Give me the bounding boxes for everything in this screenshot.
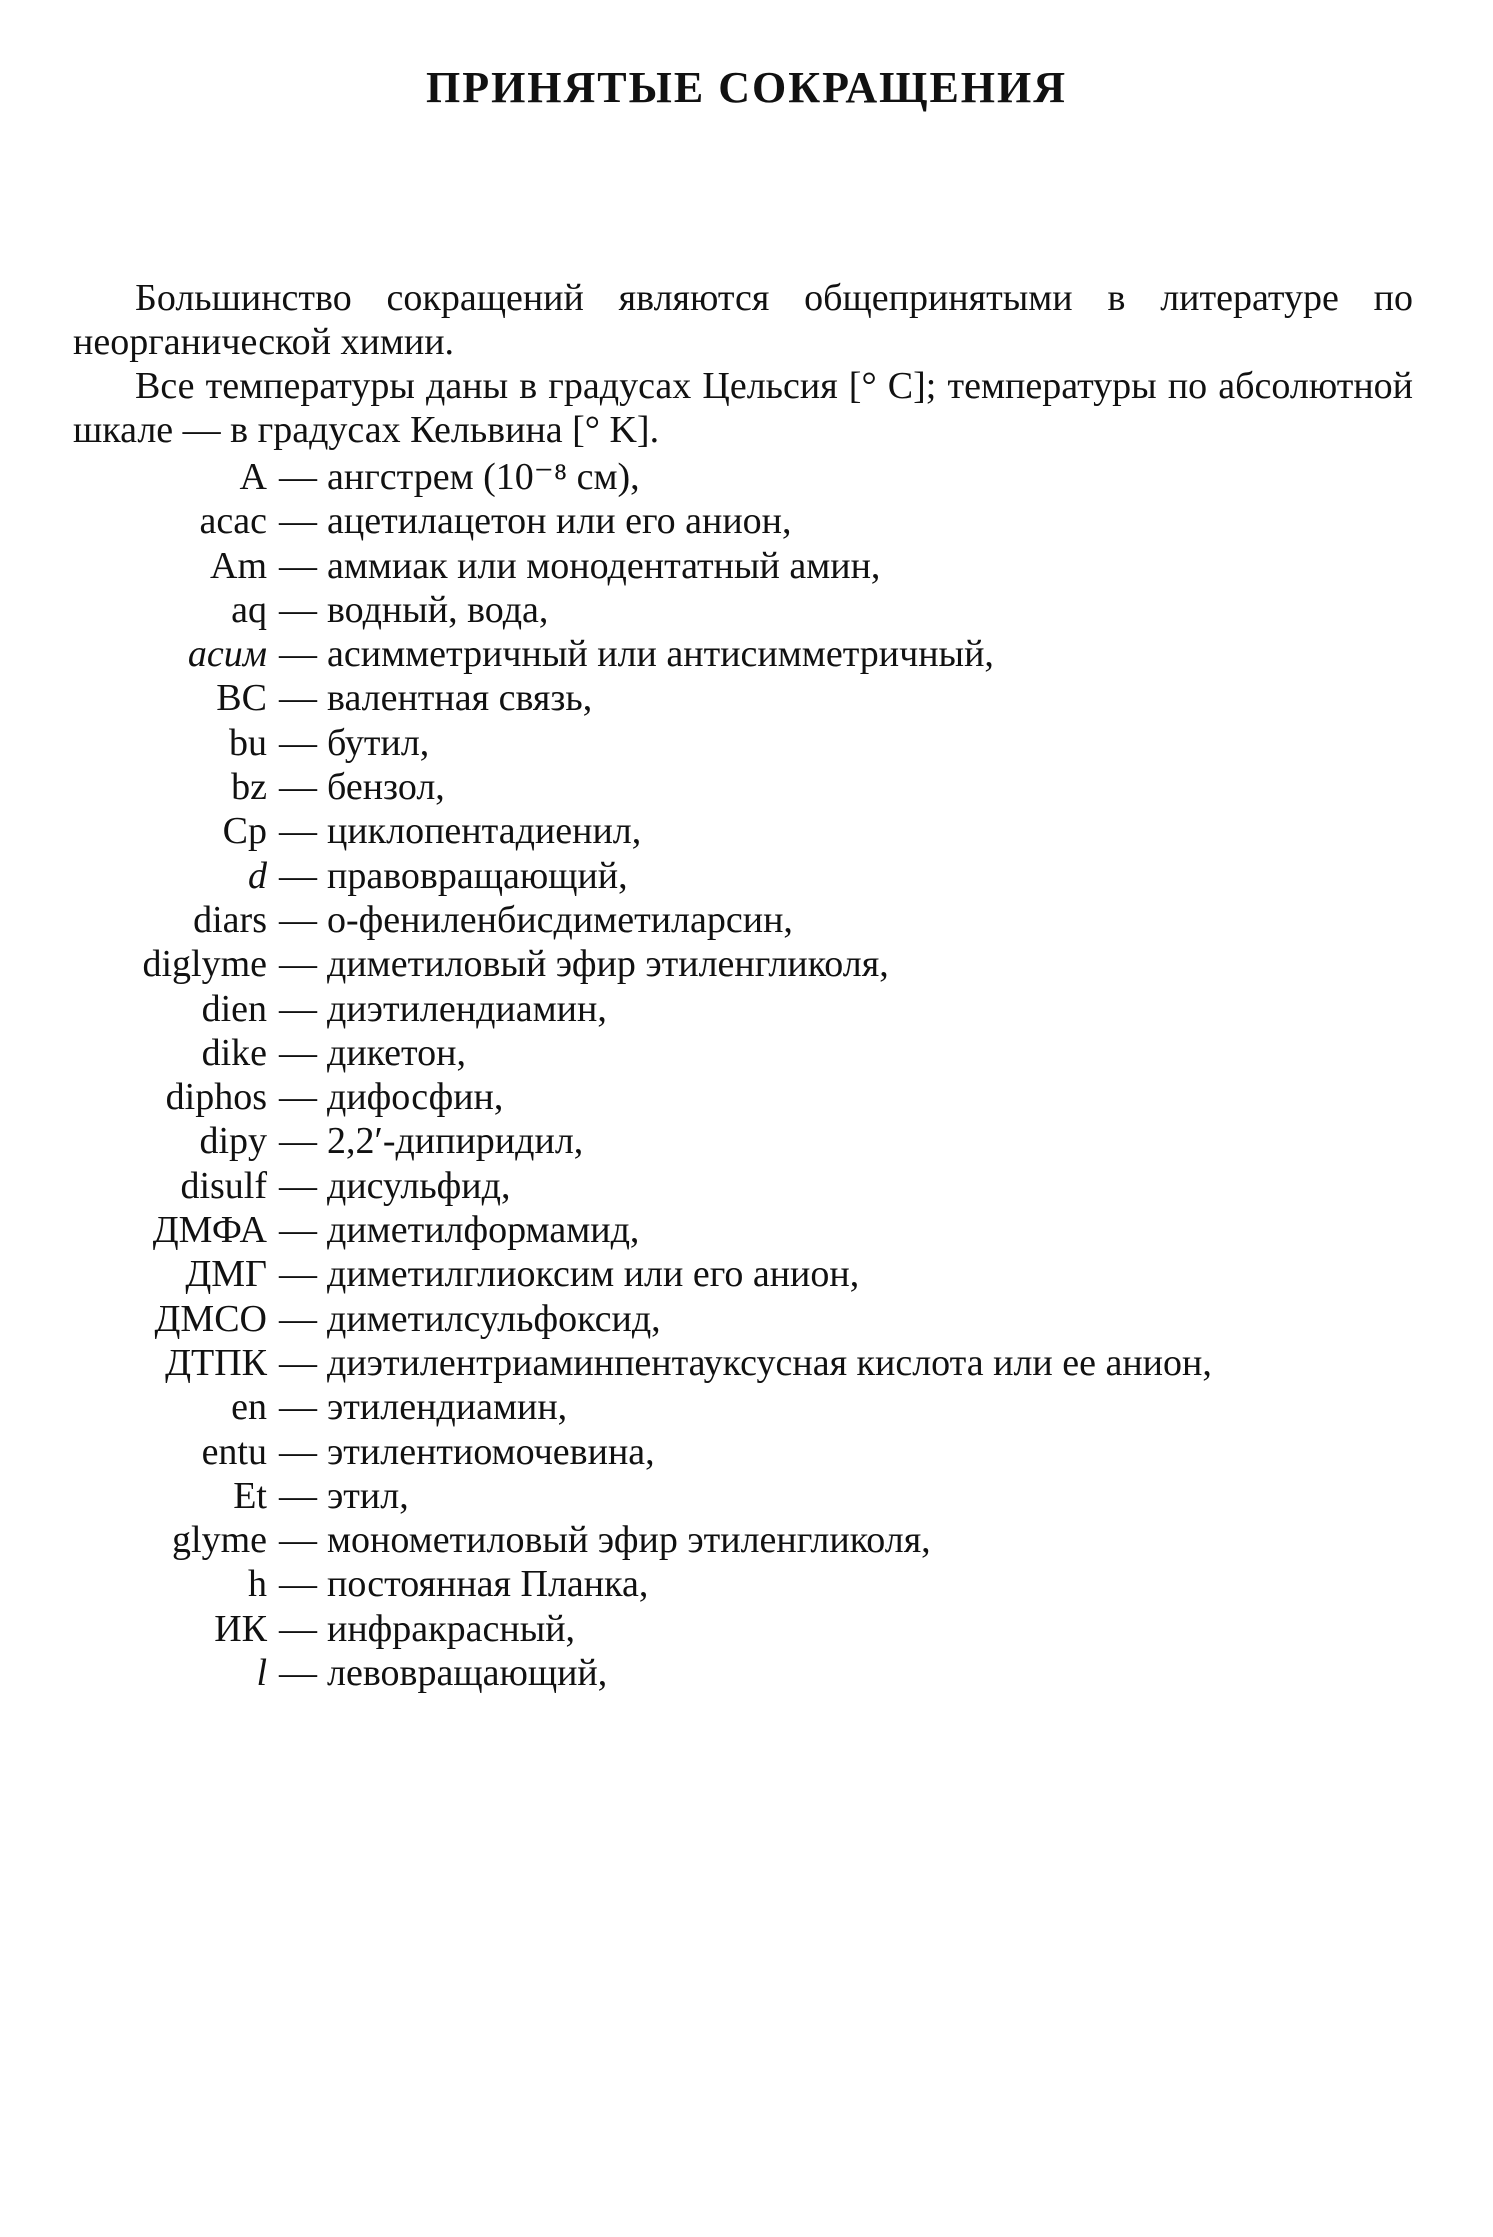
abbreviation-row xyxy=(0,1474,1493,1518)
abbreviation-dash: — xyxy=(279,1297,317,1340)
abbreviation-definition: постоянная Планка, xyxy=(327,1563,649,1606)
abbreviation-term: ДМФА xyxy=(152,1209,267,1252)
abbreviation-definition: монометиловый эфир этиленгликоля, xyxy=(327,1519,931,1562)
abbreviation-dash: — xyxy=(279,456,317,498)
abbreviation-definition: циклопентадиенил, xyxy=(327,810,642,853)
abbreviation-definition: дифосфин, xyxy=(327,1076,504,1119)
abbreviation-dash: — xyxy=(279,1386,317,1429)
abbreviation-definition: этилендиамин, xyxy=(327,1386,568,1429)
abbreviation-row xyxy=(0,544,1493,588)
abbreviation-definition: ангстрем (10⁻⁸ см), xyxy=(327,456,640,498)
intro-paragraph-2: Все температуры даны в градусах Цельсия [° C]; температуры по абсолютной шкале — в градусах Кельвина [° K]. xyxy=(73,365,1413,451)
abbreviation-term: ДМГ xyxy=(185,1253,267,1296)
abbreviation-definition: правовращающий, xyxy=(327,854,628,897)
abbreviation-definition: валентная связь, xyxy=(327,677,593,720)
abbreviation-dash: — xyxy=(279,633,317,676)
abbreviation-term: d xyxy=(248,854,267,897)
abbreviation-row xyxy=(0,676,1493,720)
abbreviation-definition: диметилсульфоксид, xyxy=(327,1297,661,1340)
abbreviation-row xyxy=(0,1075,1493,1119)
abbreviation-row xyxy=(0,1031,1493,1075)
abbreviation-dash: — xyxy=(279,1519,317,1562)
abbreviation-row xyxy=(0,942,1493,986)
abbreviation-definition: диэтилендиамин, xyxy=(327,987,607,1030)
abbreviation-dash: — xyxy=(279,1253,317,1296)
abbreviation-term: bz xyxy=(231,766,267,809)
abbreviation-definition: дикетон, xyxy=(327,1031,466,1074)
abbreviation-dash: — xyxy=(279,898,317,941)
abbreviation-term: h xyxy=(248,1563,267,1606)
abbreviation-dash: — xyxy=(279,677,317,720)
abbreviation-row xyxy=(0,1651,1493,1695)
abbreviation-definition: диметилглиоксим или его анион, xyxy=(327,1253,860,1296)
abbreviation-row xyxy=(0,1252,1493,1296)
abbreviation-definition: асимметричный или антисимметричный, xyxy=(327,633,994,676)
abbreviation-definition: левовращающий, xyxy=(327,1652,608,1695)
abbreviation-term: bu xyxy=(229,721,267,764)
abbreviation-dash: — xyxy=(279,987,317,1030)
abbreviation-dash: — xyxy=(279,1652,317,1695)
abbreviation-dash: — xyxy=(279,854,317,897)
abbreviation-dash: — xyxy=(279,1120,317,1163)
abbreviation-term: glyme xyxy=(172,1519,267,1562)
abbreviation-definition: о-фениленбисдиметиларсин, xyxy=(327,898,793,941)
abbreviation-row xyxy=(0,499,1493,543)
abbreviation-dash: — xyxy=(279,766,317,809)
abbreviation-term: ИК xyxy=(214,1607,267,1650)
abbreviation-term: dipy xyxy=(199,1120,267,1163)
abbreviation-term: Cp xyxy=(222,810,267,853)
abbreviation-term: disulf xyxy=(180,1164,267,1207)
abbreviation-dash: — xyxy=(279,1341,317,1384)
abbreviation-definition: бутил, xyxy=(327,721,430,764)
abbreviation-dash: — xyxy=(279,500,317,543)
abbreviation-row xyxy=(0,632,1493,676)
abbreviation-dash: — xyxy=(279,1031,317,1074)
abbreviation-term: diglyme xyxy=(142,943,267,986)
abbreviation-row xyxy=(0,1430,1493,1474)
abbreviation-term: Am xyxy=(210,544,267,587)
abbreviation-term: A xyxy=(239,456,267,498)
abbreviation-row xyxy=(0,765,1493,809)
abbreviation-row xyxy=(0,721,1493,765)
abbreviation-row xyxy=(0,1518,1493,1562)
abbreviation-definition: ацетилацетон или его анион, xyxy=(327,500,792,543)
abbreviation-term: diphos xyxy=(165,1076,267,1119)
abbreviation-term: en xyxy=(231,1386,267,1429)
abbreviation-dash: — xyxy=(279,1563,317,1606)
abbreviation-term: dike xyxy=(201,1031,267,1074)
abbreviation-row xyxy=(0,588,1493,632)
abbreviation-definition: этил, xyxy=(327,1474,409,1517)
abbreviation-definition: диэтилентриаминпентауксусная кислота или ее анион, xyxy=(327,1341,1212,1384)
abbreviation-term: aq xyxy=(231,588,267,631)
page-title: ПРИНЯТЫЕ СОКРАЩЕНИЯ xyxy=(425,63,1068,112)
intro-paragraph-1: Большинство сокращений являются общепринятыми в литературе по неорганической химии. xyxy=(73,277,1413,363)
abbreviation-dash: — xyxy=(279,1209,317,1252)
abbreviation-dash: — xyxy=(279,1607,317,1650)
abbreviation-dash: — xyxy=(279,1164,317,1207)
abbreviation-definition: аммиак или монодентатный амин, xyxy=(327,544,881,587)
abbreviation-dash: — xyxy=(279,544,317,587)
abbreviation-row xyxy=(0,987,1493,1031)
abbreviation-dash: — xyxy=(279,943,317,986)
abbreviation-definition: дисульфид, xyxy=(327,1164,511,1207)
abbreviation-term: Et xyxy=(233,1474,267,1517)
abbreviation-definition: этилентиомочевина, xyxy=(327,1430,655,1473)
abbreviation-term: acac xyxy=(199,500,267,543)
abbreviation-row xyxy=(0,898,1493,942)
abbreviation-term: ВС xyxy=(216,677,267,720)
abbreviation-row xyxy=(0,1119,1493,1163)
abbreviation-row xyxy=(0,455,1493,499)
abbreviation-dash: — xyxy=(279,1430,317,1473)
abbreviation-row xyxy=(0,1164,1493,1208)
abbreviation-definition: диметилформамид, xyxy=(327,1209,640,1252)
abbreviation-term: ДМСО xyxy=(154,1297,267,1340)
abbreviation-definition: 2,2′-дипиридил, xyxy=(327,1120,584,1163)
abbreviation-dash: — xyxy=(279,1076,317,1119)
abbreviation-definition: диметиловый эфир этиленгликоля, xyxy=(327,943,889,986)
abbreviation-definition: бензол, xyxy=(327,766,445,809)
abbreviation-dash: — xyxy=(279,588,317,631)
abbreviation-row xyxy=(0,1385,1493,1429)
abbreviation-row xyxy=(0,1341,1493,1385)
abbreviation-definition: инфракрасный, xyxy=(327,1607,576,1650)
abbreviation-term: ДТПК xyxy=(165,1341,267,1384)
abbreviation-dash: — xyxy=(279,810,317,853)
abbreviation-term: diars xyxy=(193,898,267,941)
abbreviation-term: entu xyxy=(201,1430,267,1473)
abbreviation-dash: — xyxy=(279,721,317,764)
abbreviation-row xyxy=(0,1562,1493,1606)
abbreviation-row xyxy=(0,1208,1493,1252)
abbreviation-term: асим xyxy=(187,633,267,676)
abbreviation-row xyxy=(0,809,1493,853)
abbreviation-dash: — xyxy=(279,1474,317,1517)
abbreviation-row xyxy=(0,1297,1493,1341)
abbreviation-term: l xyxy=(256,1652,267,1695)
abbreviation-row xyxy=(0,854,1493,898)
abbreviation-term: dien xyxy=(201,987,267,1030)
intro-text xyxy=(73,276,1413,452)
abbreviation-row xyxy=(0,1607,1493,1651)
abbreviation-definition: водный, вода, xyxy=(327,588,549,631)
abbreviation-list xyxy=(0,455,1493,1695)
